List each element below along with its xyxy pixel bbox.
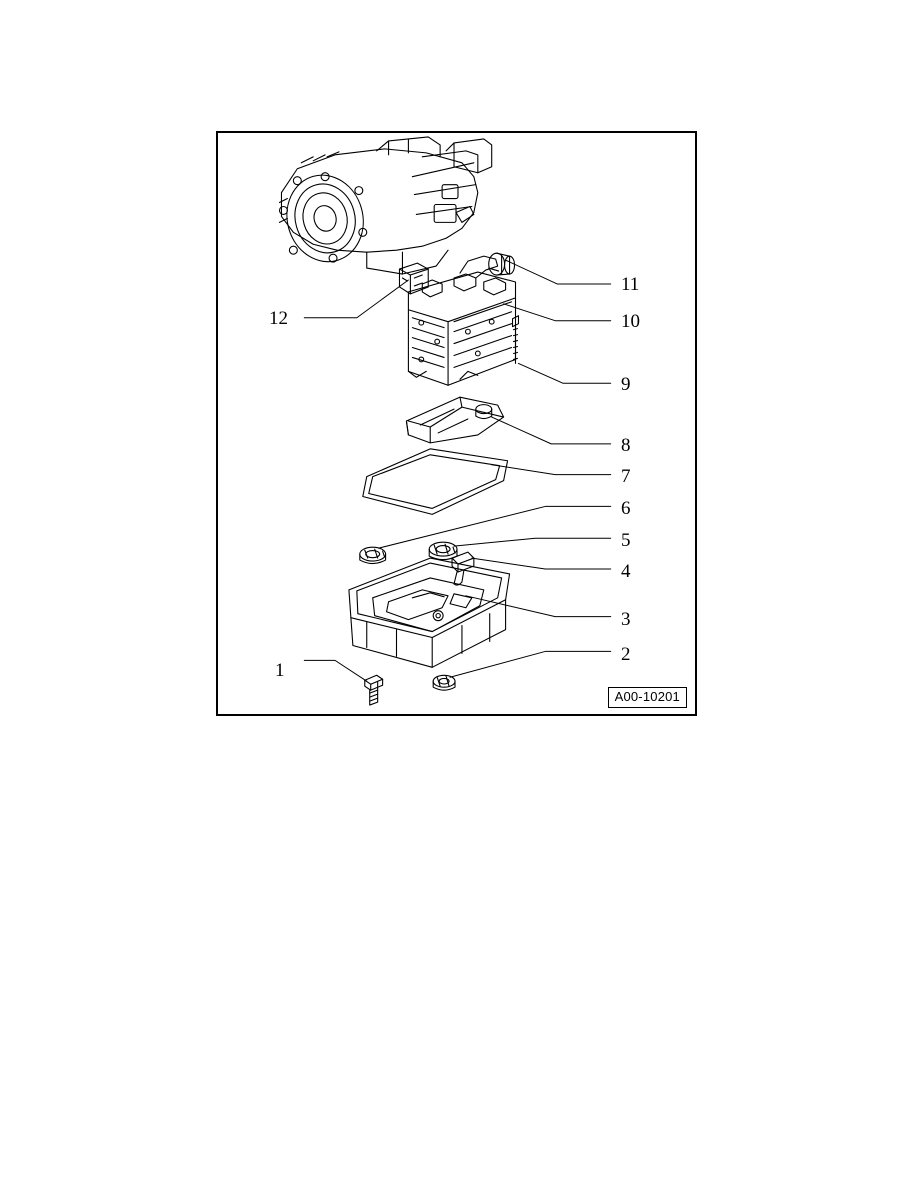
callout-number-7: 7 — [621, 466, 631, 487]
callout-number-12: 12 — [269, 308, 288, 329]
oil-pan-bolt-part-1 — [365, 675, 383, 705]
callout-number-3: 3 — [621, 609, 631, 630]
callout-number-8: 8 — [621, 435, 631, 456]
oil-filter-strainer-part-8 — [406, 397, 503, 443]
callout-number-11: 11 — [621, 274, 640, 295]
exploded-view-figure — [216, 131, 697, 716]
oil-pan-gasket-part-7 — [363, 449, 508, 515]
electrical-connector-part-11 — [489, 253, 515, 275]
callout-number-1: 1 — [275, 660, 285, 681]
valve-body-part-10 — [408, 256, 515, 385]
solenoid-connector-part-12 — [399, 263, 428, 294]
callout-number-4: 4 — [621, 561, 631, 582]
callout-number-6: 6 — [621, 498, 631, 519]
callout-number-9: 9 — [621, 374, 631, 395]
callout-number-10: 10 — [621, 311, 640, 332]
callout-number-2: 2 — [621, 644, 631, 665]
sealing-ring-part-6 — [360, 547, 386, 563]
oil-level-plug-part-5 — [429, 542, 457, 559]
figure-code-label: A00-10201 — [608, 687, 687, 708]
callout-number-5: 5 — [621, 530, 631, 551]
oil-pan-part-3 — [349, 558, 510, 667]
drain-plug-seal-part-2 — [433, 675, 455, 690]
transmission-housing-illustration — [277, 137, 492, 274]
